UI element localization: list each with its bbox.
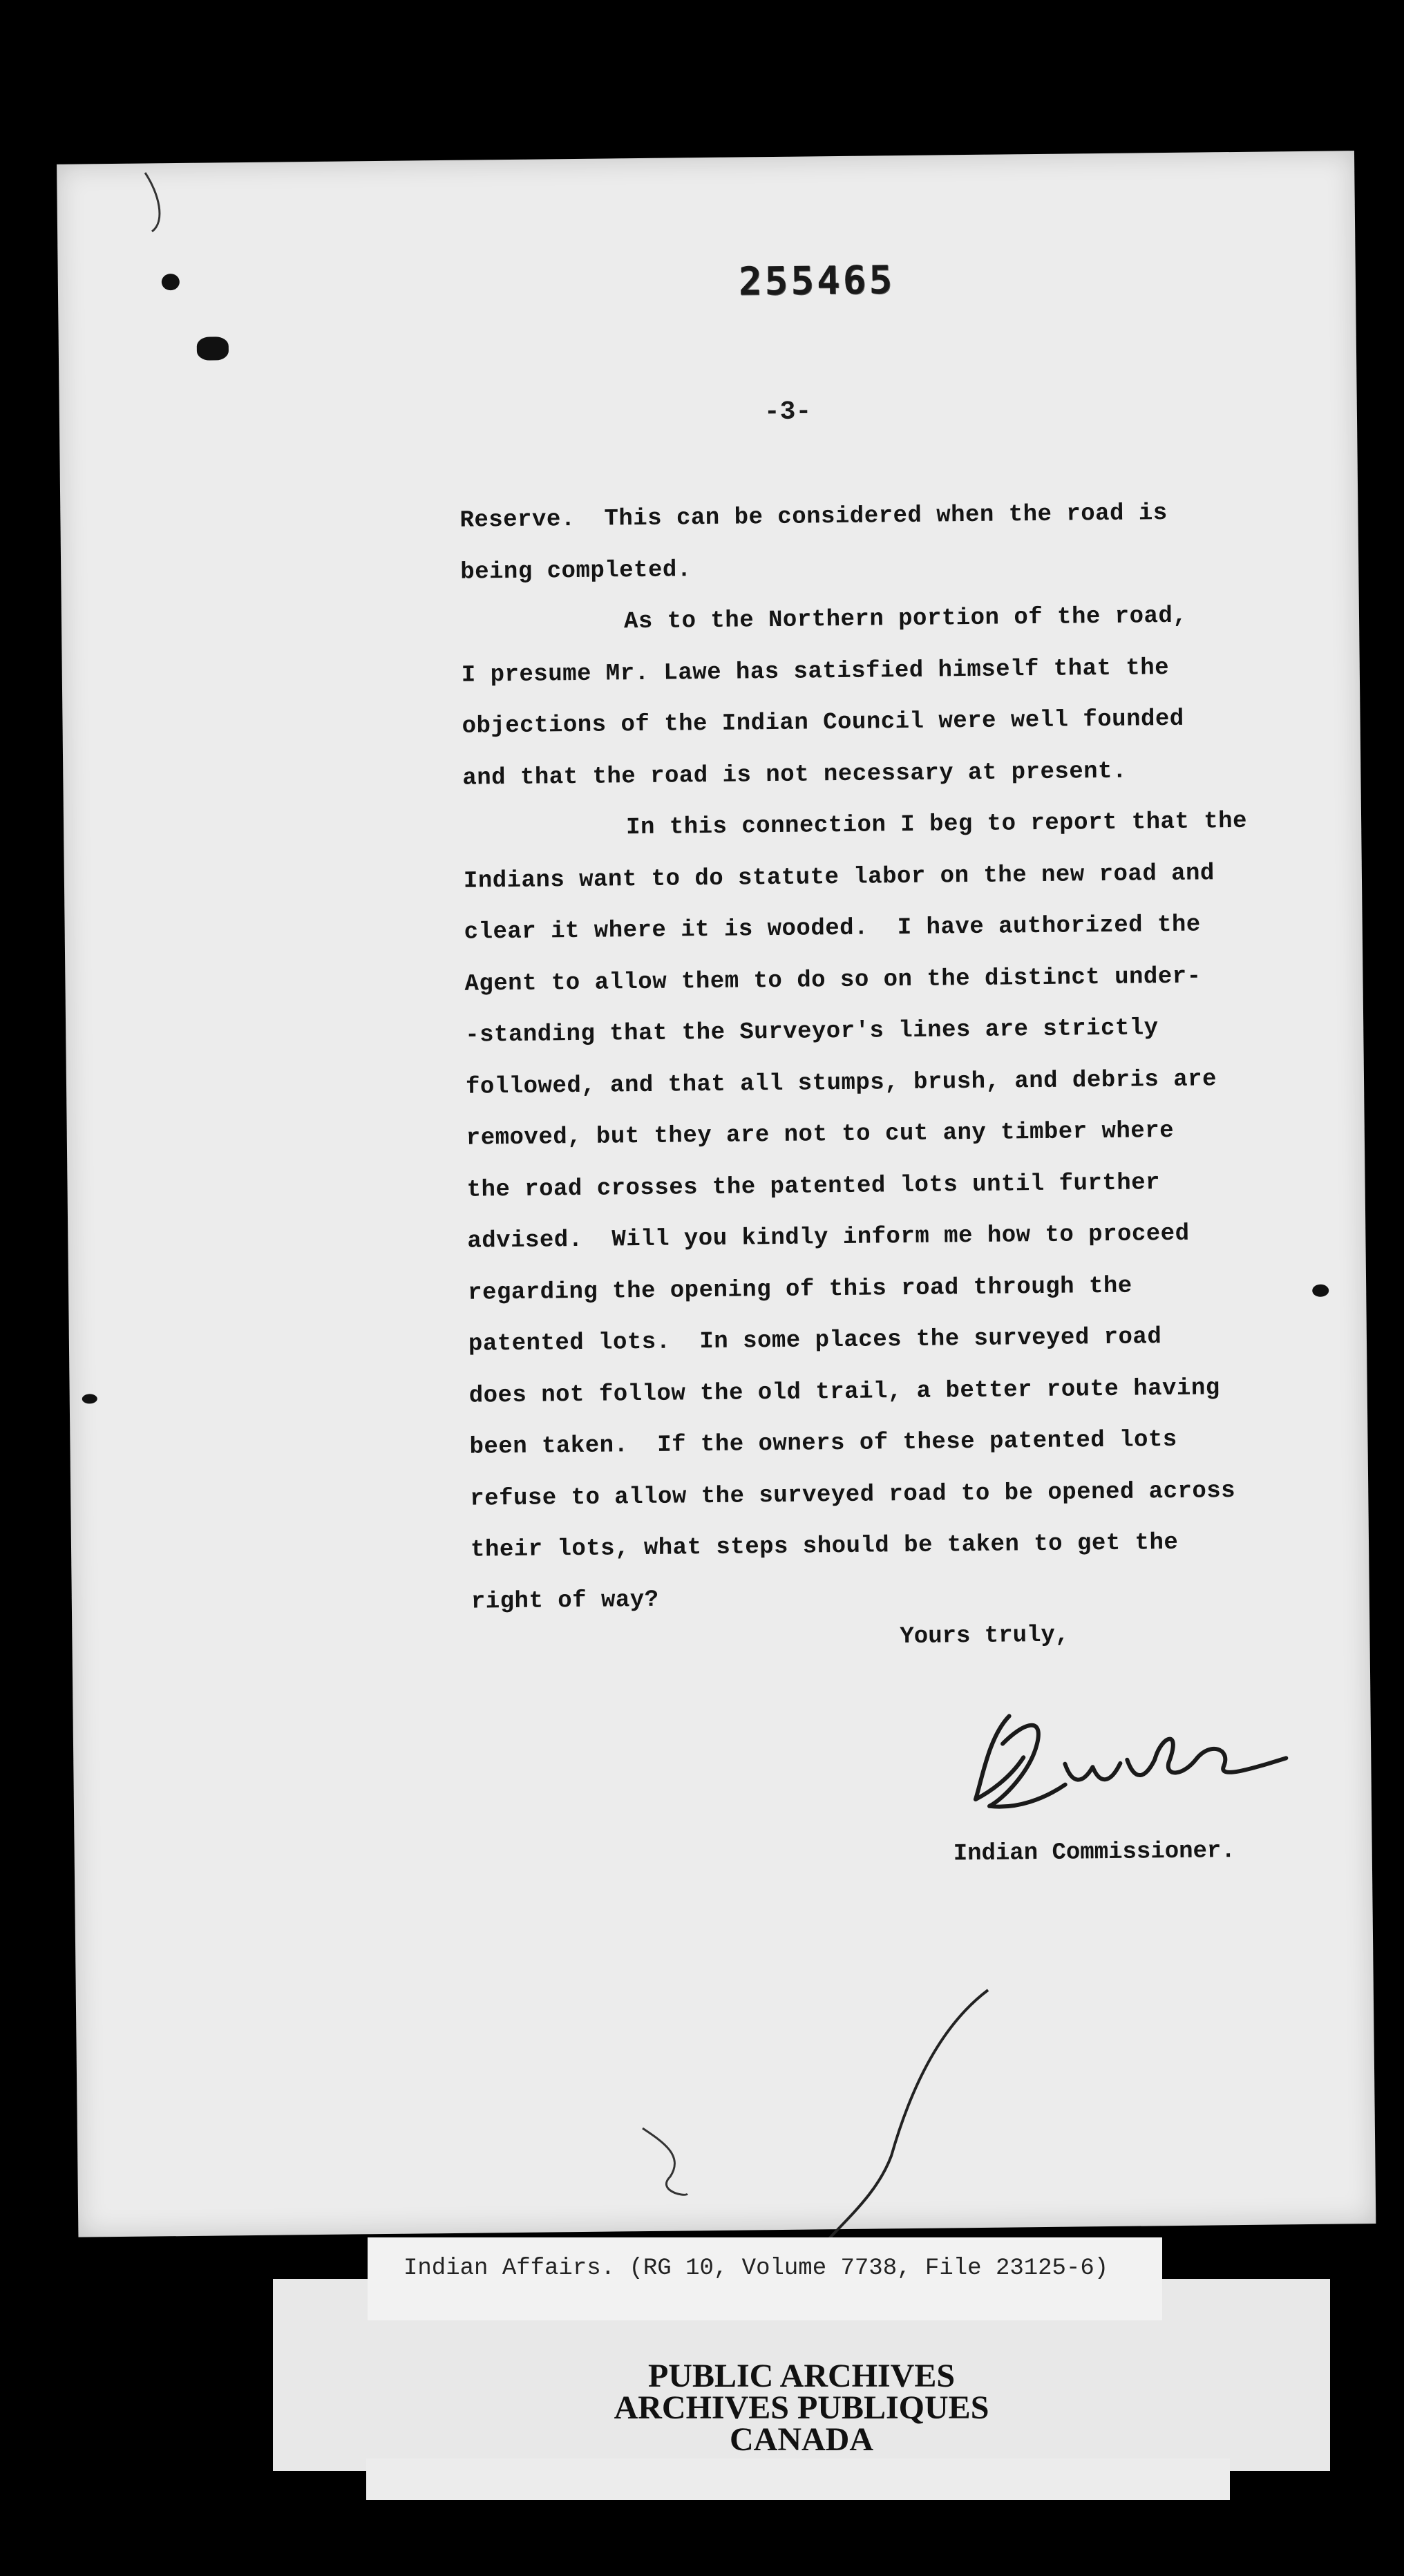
text-line: patented lots. In some places the surveyed road: [468, 1324, 1162, 1358]
archive-stamp: [273, 2360, 1330, 2456]
letter-body: [459, 486, 1363, 1627]
page-number: -3-: [763, 397, 812, 428]
text-line: regarding the opening of this road through the: [467, 1273, 1132, 1307]
text-line: followed, and that all stumps, brush, and debris are: [465, 1066, 1217, 1101]
paragraph: [463, 795, 1363, 1627]
stamp-line: CANADA: [730, 2421, 873, 2458]
text-line: removed, but they are not to cut any timber where: [466, 1117, 1175, 1152]
text-line: I presume Mr. Lawe has satisfied himself that the: [461, 654, 1170, 689]
ink-speck: [197, 337, 229, 360]
text-line: refuse to allow the surveyed road to be opened across: [470, 1477, 1236, 1513]
stamp-line: ARCHIVES PUBLIQUES: [614, 2389, 989, 2426]
document-page: [57, 151, 1376, 2237]
ink-speck: [82, 1394, 97, 1403]
text-line: -standing that the Surveyor's lines are strictly: [465, 1015, 1159, 1049]
text-line: being completed.: [460, 556, 692, 586]
text-line: Indians want to do statute labor on the new road and: [463, 860, 1215, 895]
text-line: the road crosses the patented lots until further: [466, 1169, 1161, 1204]
text-line: clear it where it is wooded. I have authorized the: [464, 911, 1201, 946]
archive-stamp-panel-lower: [366, 2459, 1230, 2500]
handwritten-signature-icon: [960, 1692, 1307, 1827]
paragraph: [459, 486, 1351, 598]
text-line: Reserve. This can be considered when the road is: [459, 500, 1168, 534]
text-line: does not follow the old trail, a better route having: [468, 1374, 1220, 1410]
text-line: their lots, what steps should be taken to get the: [470, 1529, 1179, 1564]
ink-speck: [1312, 1285, 1329, 1297]
text-line: and that the road is not necessary at present.: [462, 758, 1128, 792]
signer-title: Indian Commissioner.: [953, 1838, 1235, 1868]
text-line: right of way?: [471, 1587, 659, 1616]
archive-reference-text: Indian Affairs. (RG 10, Volume 7738, File 23125-6): [404, 2255, 1109, 2282]
archive-reference-label: [368, 2237, 1162, 2320]
stamp-line: PUBLIC ARCHIVES: [647, 2358, 956, 2394]
text-line: advised. Will you kindly inform me how to proceed: [467, 1220, 1190, 1255]
text-line: Agent to allow them to do so on the distinct under-: [464, 963, 1202, 998]
text-line: As to the Northern portion of the road,: [623, 603, 1188, 636]
text-line: been taken. If the owners of these patented lots: [469, 1426, 1177, 1461]
paragraph: [461, 589, 1354, 804]
text-line: In this connection I beg to report that the: [625, 808, 1248, 842]
document-number: 255465: [738, 258, 895, 305]
closing-salutation: Yours truly,: [900, 1622, 1070, 1651]
text-line: objections of the Indian Council were well founded: [462, 705, 1184, 740]
ink-speck: [162, 274, 180, 290]
